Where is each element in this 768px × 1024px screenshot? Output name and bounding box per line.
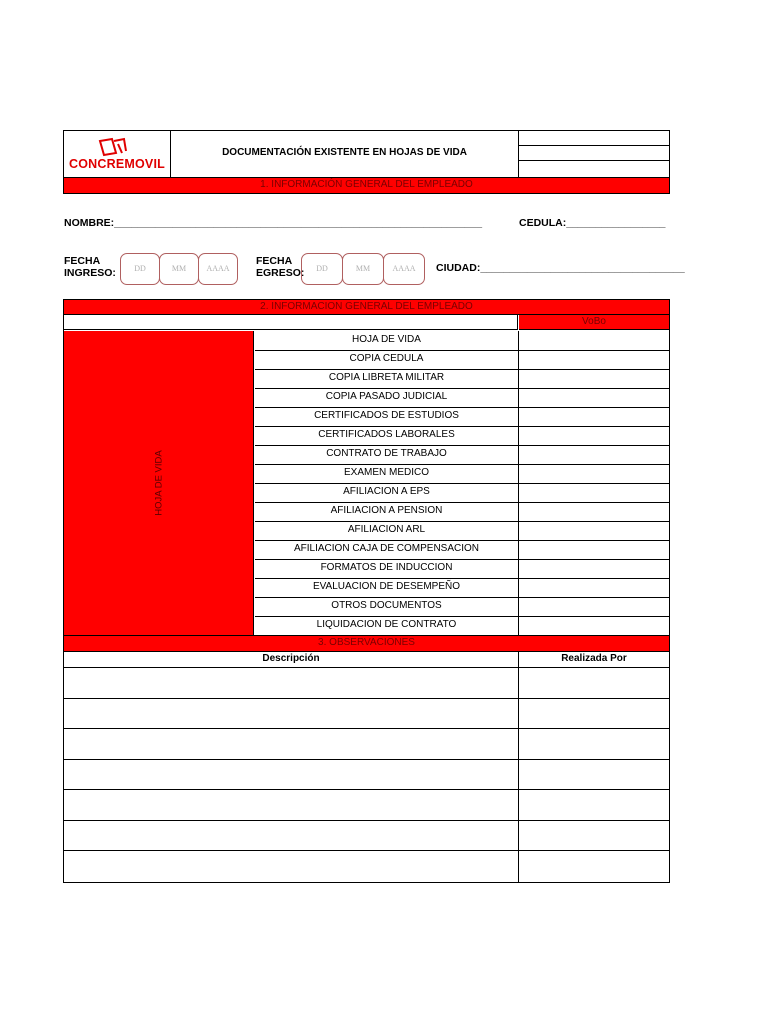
ingreso-day-box[interactable]: DD (120, 253, 160, 285)
document-row (255, 559, 669, 579)
observation-realizada-cell[interactable] (519, 760, 669, 789)
document-label: AFILIACION CAJA DE COMPENSACION (293, 543, 480, 554)
observation-realizada-cell[interactable] (519, 699, 669, 728)
document-row (255, 407, 669, 427)
egreso-month-box[interactable]: MM (342, 253, 384, 285)
document-label: OTROS DOCUMENTOS (331, 600, 442, 611)
hoja-de-vida-side-label: HOJA DE VIDA (153, 450, 165, 516)
vobo-cell[interactable] (518, 426, 670, 445)
observation-description-cell[interactable] (64, 821, 518, 850)
observation-description-cell[interactable] (64, 699, 518, 728)
cedula-field[interactable]: CEDULA:_________________ (519, 217, 666, 229)
section1-title: 1. INFORMACIÓN GENERAL DEL EMPLEADO (63, 177, 670, 194)
document-label: AFILIACION A PENSION (330, 505, 443, 516)
section3-title: 3. OBSERVACIONES (63, 635, 670, 652)
vobo-cell[interactable] (518, 502, 670, 521)
document-row (255, 483, 669, 503)
document-row (255, 597, 669, 617)
observation-realizada-cell[interactable] (519, 729, 669, 759)
fecha-ingreso-label: FECHA INGRESO: (64, 255, 116, 279)
document-label: AFILIACION ARL (347, 524, 426, 535)
vobo-cell[interactable] (518, 578, 670, 597)
document-row (255, 388, 669, 408)
hoja-de-vida-side-panel (64, 331, 254, 636)
egreso-day-box[interactable]: DD (301, 253, 343, 285)
observation-realizada-cell[interactable] (519, 851, 669, 882)
col-descripcion-header: Descripción (262, 653, 320, 664)
document-list (255, 331, 669, 635)
col-realizada-header: Realizada Por (561, 653, 627, 664)
fecha-egreso-label: FECHA EGRESO: (256, 255, 305, 279)
document-row (255, 540, 669, 560)
vobo-cell[interactable] (518, 407, 670, 426)
vobo-cell[interactable] (518, 369, 670, 388)
document-row (255, 578, 669, 598)
vobo-cell[interactable] (518, 521, 670, 540)
subheader-blank (64, 315, 518, 330)
vobo-cell[interactable] (518, 331, 670, 350)
document-label: LIQUIDACION DE CONTRATO (316, 619, 457, 630)
section2-title: 2. INFORMACION GENERAL DEL EMPLEADO (64, 300, 669, 315)
vobo-cell[interactable] (518, 350, 670, 369)
document-label: EVALUACION DE DESEMPEÑO (312, 581, 461, 592)
document-title: DOCUMENTACIÓN EXISTENTE EN HOJAS DE VIDA (222, 147, 467, 158)
document-label: COPIA LIBRETA MILITAR (328, 372, 445, 383)
document-label: AFILIACION A EPS (343, 486, 430, 497)
ingreso-month-box[interactable]: MM (159, 253, 199, 285)
document-row (255, 445, 669, 465)
ingreso-year-box[interactable]: AAAA (198, 253, 238, 285)
code-line-2 (518, 160, 669, 161)
document-row (255, 464, 669, 484)
egreso-year-box[interactable]: AAAA (383, 253, 425, 285)
document-label: FORMATOS DE INDUCCION (320, 562, 453, 573)
vobo-cell[interactable] (518, 597, 670, 616)
observation-description-cell[interactable] (64, 729, 518, 759)
observation-realizada-cell[interactable] (519, 790, 669, 820)
observation-realizada-cell[interactable] (519, 821, 669, 850)
vobo-cell[interactable] (518, 559, 670, 578)
document-label: COPIA CEDULA (349, 353, 424, 364)
observation-description-cell[interactable] (64, 851, 518, 882)
document-label: CERTIFICADOS LABORALES (318, 429, 455, 440)
vobo-header: VoBo (519, 315, 669, 330)
vobo-cell[interactable] (518, 445, 670, 464)
document-label: COPIA PASADO JUDICIAL (325, 391, 448, 402)
document-label: CONTRATO DE TRABAJO (326, 448, 447, 459)
company-logo (64, 135, 170, 175)
document-row (255, 369, 669, 389)
document-row (255, 350, 669, 370)
observation-description-cell[interactable] (64, 668, 518, 698)
observation-description-cell[interactable] (64, 790, 518, 820)
vobo-cell[interactable] (518, 483, 670, 502)
ciudad-field[interactable]: CIUDAD:___________________________________ (436, 262, 685, 274)
vobo-cell[interactable] (518, 464, 670, 483)
document-label: HOJA DE VIDA (352, 334, 421, 345)
code-line-1 (518, 145, 669, 146)
nombre-field[interactable]: NOMBRE:_______________________________________________________________ (64, 217, 483, 229)
vobo-cell[interactable] (518, 388, 670, 407)
vobo-cell[interactable] (518, 616, 670, 635)
document-row (255, 521, 669, 541)
document-label: CERTIFICADOS DE ESTUDIOS (314, 410, 459, 421)
document-row (255, 502, 669, 522)
logo-mark-icon (96, 137, 132, 157)
logo-text: CONCREMOVIL (69, 157, 165, 171)
observation-realizada-cell[interactable] (519, 668, 669, 698)
document-row (255, 426, 669, 446)
document-row (255, 616, 669, 635)
vobo-cell[interactable] (518, 540, 670, 559)
code-divider (518, 131, 519, 177)
document-row (255, 331, 669, 351)
observation-description-cell[interactable] (64, 760, 518, 789)
document-label: EXAMEN MEDICO (343, 467, 429, 478)
